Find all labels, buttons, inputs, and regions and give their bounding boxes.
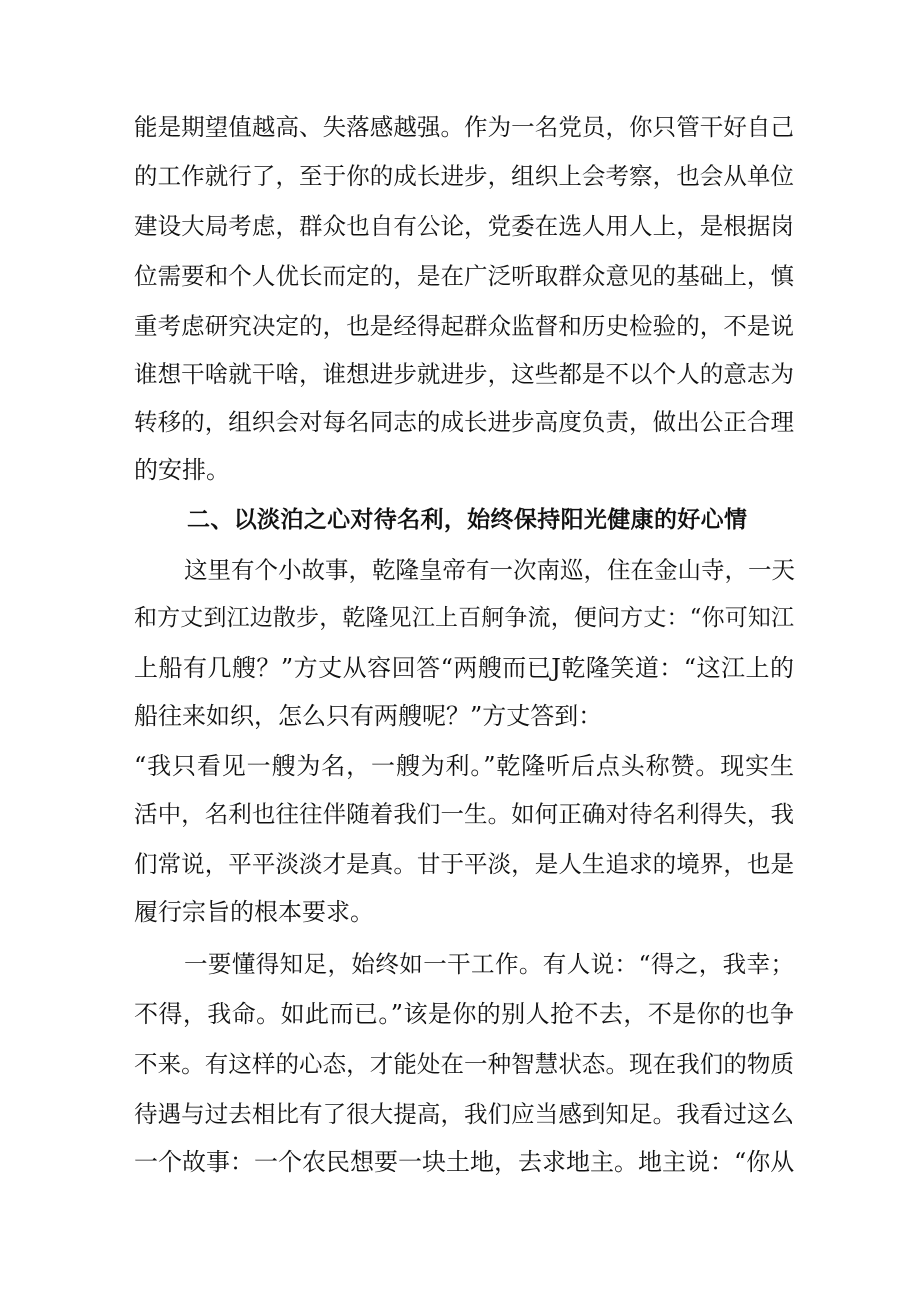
paragraph-4-line-4: 待遇与过去相比有了很大提高，我们应当感到知足。我看过这么 — [134, 1100, 794, 1128]
paragraph-1-line-5: 重考虑研究决定的，也是经得起群众监督和历史检验的，不是说 — [134, 312, 794, 340]
paragraph-2-line-4: 船往来如织，怎么只有两艘呢？”方丈答到： — [134, 702, 603, 730]
paragraph-1-line-8: 的安排。 — [134, 456, 230, 484]
paragraph-1-line-4: 位需要和个人优长而定的，是在广泛听取群众意见的基础上，慎 — [134, 262, 794, 290]
paragraph-2-line-1: 这里有个小故事，乾隆皇帝有一次南巡，住在金山寺，一天 — [184, 556, 795, 584]
paragraph-4-line-1: 一要懂得知足，始终如一干工作。有人说：“得之，我幸； — [184, 950, 794, 978]
paragraph-1-line-3: 建设大局考虑，群众也自有公论，党委在选人用人上，是根据岗 — [134, 212, 794, 240]
paragraph-4-line-3: 不来。有这样的心态，才能处在一种智慧状态。现在我们的物质 — [134, 1050, 794, 1078]
paragraph-3-line-2: 活中，名利也往往伴随着我们一生。如何正确对待名利得失，我 — [134, 800, 794, 828]
paragraph-2-line-2: 和方丈到江边散步，乾隆见江上百舸争流，便问方丈：“你可知江 — [134, 605, 794, 631]
paragraph-4-line-2: 不得，我命。如此而已。”该是你的别人抢不去，不是你的也争 — [134, 1000, 794, 1028]
paragraph-1-line-2: 的工作就行了，至于你的成长进步，组织上会考察，也会从单位 — [134, 162, 794, 190]
paragraph-3-line-1: “我只看见一艘为名，一艘为利。”乾隆听后点头称赞。现实生 — [134, 752, 794, 780]
paragraph-1-line-6: 谁想干啥就干啥，谁想进步就进步，这些都是不以个人的意志为 — [134, 360, 794, 388]
section-heading: 二、以淡泊之心对待名利，始终保持阳光健康的好心情 — [187, 507, 747, 533]
paragraph-1-line-7: 转移的，组织会对每名同志的成长进步高度负责，做出公正合理 — [134, 408, 794, 436]
paragraph-2-line-3: 上船有几艘？”方丈从容回答“两艘而已J乾隆笑道：“这江上的 — [134, 654, 794, 682]
paragraph-3-line-4: 履行宗旨的根本要求。 — [134, 898, 374, 926]
paragraph-4-line-5: 一个故事：一个农民想要一块土地，去求地主。地主说：“你从 — [134, 1148, 795, 1176]
paragraph-1-line-1: 能是期望值越高、失落感越强。作为一名党员，你只管干好自己 — [134, 113, 794, 141]
paragraph-3-line-3: 们常说，平平淡淡才是真。甘于平淡，是人生追求的境界，也是 — [134, 850, 794, 878]
